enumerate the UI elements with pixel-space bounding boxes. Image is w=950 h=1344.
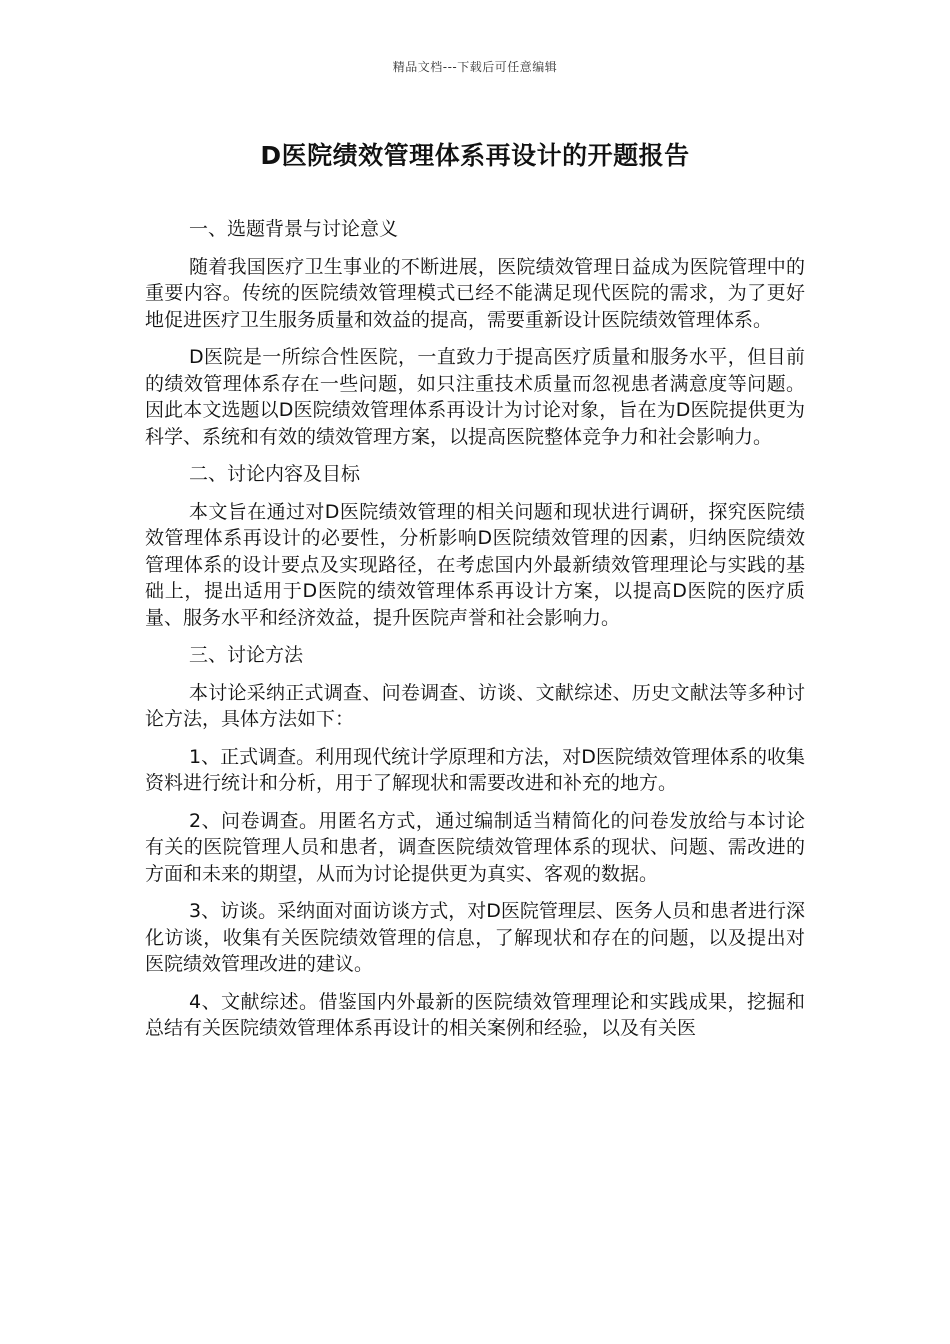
section-heading-content: 二、讨论内容及目标 — [189, 463, 361, 485]
paragraph-background-1: 随着我国医疗卫生事业的不断进展，医院绩效管理日益成为医院管理中的重要内容。传统的医院绩效管理模式已经不能满足现代医院的需求，为了更好地促进医疗卫生服务质量和效益的提高，需要重新设计医院绩效管理体系。 — [145, 255, 805, 331]
paragraph-background-2: D医院是一所综合性医院，一直致力于提高医疗质量和服务水平，但目前的绩效管理体系存在一些问题，如只注重技术质量而忽视患者满意度等问题。因此本文选题以D医院绩效管理体系再设计为讨论对象，旨在为D医院提供更为科学、系统和有效的绩效管理方案，以提高医院整体竞争力和社会影响力。 — [145, 346, 805, 448]
paragraph-content: 本文旨在通过对D医院绩效管理的相关问题和现状进行调研，探究医院绩效管理体系再设计的必要性，分析影响D医院绩效管理的因素，归纳医院绩效管理体系的设计要点及实现路径，在考虑国内外最新绩效管理理论与实践的基础上，提出适用于D医院的绩效管理体系再设计方案，以提高D医院的医疗质量、服务水平和经济效益，提升医院声誉和社会影响力。 — [145, 500, 805, 629]
document-title: D医院绩效管理体系再设计的开题报告 — [260, 141, 690, 170]
paragraph-method-survey: 1、正式调查。利用现代统计学原理和方法，对D医院绩效管理体系的收集资料进行统计和分析，用于了解现状和需要改进和补充的地方。 — [145, 745, 805, 794]
paragraph-methods-intro: 本讨论采纳正式调查、问卷调查、访谈、文献综述、历史文献法等多种讨论方法，具体方法如下： — [145, 681, 805, 730]
paragraph-method-literature: 4、文献综述。借鉴国内外最新的医院绩效管理理论和实践成果，挖掘和总结有关医院绩效管理体系再设计的相关案例和经验，以及有关医 — [145, 990, 805, 1039]
paragraph-method-questionnaire: 2、问卷调查。用匿名方式，通过编制适当精简化的问卷发放给与本讨论有关的医院管理人员和患者，调查医院绩效管理体系的现状、问题、需改进的方面和未来的期望，从而为讨论提供更为真实、客观的数据。 — [145, 809, 805, 885]
header-note: 精品文档---下载后可任意编辑 — [392, 60, 558, 74]
paragraph-method-interview: 3、访谈。采纳面对面访谈方式，对D医院管理层、医务人员和患者进行深化访谈，收集有关医院绩效管理的信息，了解现状和存在的问题，以及提出对医院绩效管理改进的建议。 — [145, 900, 805, 975]
section-heading-background: 一、选题背景与讨论意义 — [189, 218, 399, 240]
document-body — [145, 216, 805, 1053]
section-heading-methods: 三、讨论方法 — [189, 644, 304, 666]
